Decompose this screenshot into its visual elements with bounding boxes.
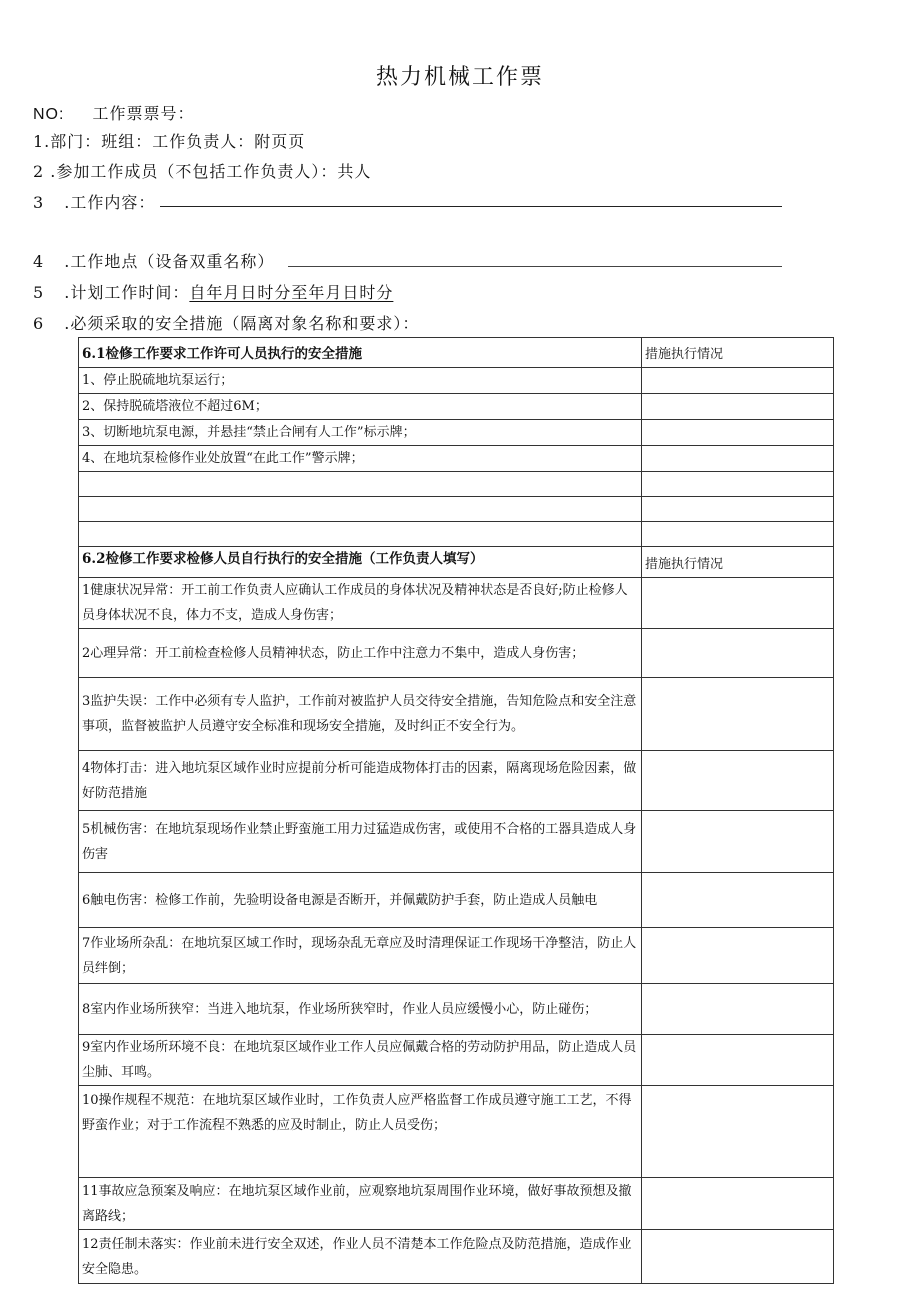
- measure-status-cell[interactable]: [642, 678, 834, 751]
- measure-text: 3监护失误：工作中必须有专人监护，工作前对被监护人员交待安全措施，告知危险点和安全注意事项，监督被监护人员遵守安全标准和现场安全措施，及时纠正不安全行为。: [79, 678, 642, 751]
- measure-text: 4物体打击：进入地坑泵区域作业时应提前分析可能造成物体打击的因素，隔离现场危险因素，做好防范措施: [79, 751, 642, 811]
- table-row: [79, 1230, 834, 1284]
- section2-status-header: 措施执行情况: [642, 547, 834, 578]
- table-row: [79, 1035, 834, 1086]
- table-row: [79, 678, 834, 751]
- work-location-line: [33, 249, 274, 272]
- ticket-number-label: 工作票票号：: [92, 104, 195, 123]
- work-location-label: .工作地点（设备双重名称）: [64, 252, 275, 271]
- measure-text: 2、保持脱硫塔液位不超过6M；: [79, 394, 642, 420]
- measure-text: 5机械伤害：在地坑泵现场作业禁止野蛮施工用力过猛造成伤害，或使用不合格的工器具造成人身伤害: [79, 811, 642, 873]
- measure-text: 6触电伤害：检修工作前，先验明设备电源是否断开，并佩戴防护手套，防止造成人员触电: [79, 873, 642, 928]
- measure-status-cell[interactable]: [642, 578, 834, 629]
- measure-status-cell[interactable]: [642, 522, 834, 547]
- measure-text: 8室内作业场所狭窄：当进入地坑泵，作业场所狭窄时，作业人员应缓慢小心，防止碰伤；: [79, 984, 642, 1035]
- measure-status-cell[interactable]: [642, 1230, 834, 1284]
- department-line: 1.部门：班组：工作负责人：附页页: [33, 132, 306, 151]
- measure-status-cell[interactable]: [642, 420, 834, 446]
- measure-status-cell[interactable]: [642, 928, 834, 984]
- measure-status-cell[interactable]: [642, 497, 834, 522]
- section2-header: 6.2检修工作要求检修人员自行执行的安全措施（工作负责人填写）: [79, 547, 642, 578]
- measure-text: 2心理异常：开工前检查检修人员精神状态，防止工作中注意力不集中，造成人身伤害；: [79, 629, 642, 678]
- measure-status-cell[interactable]: [642, 1086, 834, 1178]
- work-location-num: 4: [33, 252, 45, 271]
- section1-header-row: [79, 338, 834, 368]
- table-row: [79, 394, 834, 420]
- safety-measures-num: 6: [33, 314, 45, 333]
- work-content-field[interactable]: [160, 206, 782, 207]
- planned-time-num: 5: [33, 283, 45, 302]
- safety-measures-label: .必须采取的安全措施（隔离对象名称和要求）：: [64, 314, 420, 333]
- table-row: [79, 928, 834, 984]
- ticket-number-row: [33, 101, 195, 124]
- table-row: [79, 1178, 834, 1230]
- table-row: [79, 751, 834, 811]
- table-row: [79, 446, 834, 472]
- measure-status-cell[interactable]: [642, 1178, 834, 1230]
- measure-text: 9室内作业场所环境不良：在地坑泵区域作业工作人员应佩戴合格的劳动防护用品，防止造成人员尘肺、耳鸣。: [79, 1035, 642, 1086]
- measure-status-cell[interactable]: [642, 368, 834, 394]
- measure-text: 10操作规程不规范：在地坑泵区域作业时，工作负责人应严格监督工作成员遵守施工工艺，不得野蛮作业；对于工作流程不熟悉的应及时制止，防止人员受伤；: [79, 1086, 642, 1178]
- table-row: [79, 368, 834, 394]
- table-row: [79, 578, 834, 629]
- measure-status-cell[interactable]: [642, 811, 834, 873]
- no-label: NO:: [33, 106, 65, 123]
- measure-status-cell[interactable]: [642, 751, 834, 811]
- empty-row: [79, 497, 834, 522]
- section1-header: 6.1检修工作要求工作许可人员执行的安全措施: [79, 338, 642, 368]
- table-row: [79, 420, 834, 446]
- measure-text: 4、在地坑泵检修作业处放置“在此工作”警示牌；: [79, 446, 642, 472]
- measure-status-cell[interactable]: [642, 446, 834, 472]
- measure-status-cell[interactable]: [642, 873, 834, 928]
- work-content-label: .工作内容：: [64, 193, 156, 212]
- work-content-line: [33, 190, 155, 213]
- planned-time-line: [33, 280, 393, 303]
- planned-time-value[interactable]: 自年月日时分至年月日时分: [189, 283, 394, 302]
- empty-row: [79, 522, 834, 547]
- section2-header-row: [79, 547, 834, 578]
- work-location-field[interactable]: [288, 266, 782, 267]
- page-title: 热力机械工作票: [375, 65, 544, 90]
- members-line: 2 .参加工作成员（不包括工作负责人）：共人: [33, 162, 372, 181]
- measure-text: 7作业场所杂乱：在地坑泵区域工作时，现场杂乱无章应及时清理保证工作现场干净整洁，防止人员绊倒；: [79, 928, 642, 984]
- table-row: [79, 629, 834, 678]
- measure-text: 12责任制未落实：作业前未进行安全双述，作业人员不清楚本工作危险点及防范措施，造成作业安全隐患。: [79, 1230, 642, 1284]
- table-row: [79, 984, 834, 1035]
- table-row: [79, 873, 834, 928]
- empty-row: [79, 472, 834, 497]
- measure-status-cell[interactable]: [642, 629, 834, 678]
- safety-measures-line: [33, 311, 419, 334]
- safety-measures-table: [78, 337, 834, 1284]
- table-row: [79, 811, 834, 873]
- measure-status-cell[interactable]: [642, 394, 834, 420]
- empty-measure-cell[interactable]: [79, 472, 642, 497]
- measure-text: 1健康状况异常：开工前工作负责人应确认工作成员的身体状况及精神状态是否良好;防止检修人员身体状况不良，体力不支，造成人身伤害；: [79, 578, 642, 629]
- measure-text: 3、切断地坑泵电源，并悬挂“禁止合闸有人工作”标示牌；: [79, 420, 642, 446]
- empty-measure-cell[interactable]: [79, 522, 642, 547]
- measure-status-cell[interactable]: [642, 472, 834, 497]
- empty-measure-cell[interactable]: [79, 497, 642, 522]
- work-content-num: 3: [33, 193, 45, 212]
- measure-status-cell[interactable]: [642, 1035, 834, 1086]
- planned-time-label: .计划工作时间：: [64, 283, 190, 302]
- table-row: [79, 1086, 834, 1178]
- section1-status-header: 措施执行情况: [642, 338, 834, 368]
- measure-text: 11事故应急预案及响应：在地坑泵区域作业前，应观察地坑泵周围作业环境，做好事故预想及撤离路线；: [79, 1178, 642, 1230]
- measure-text: 1、停止脱硫地坑泵运行；: [79, 368, 642, 394]
- measure-status-cell[interactable]: [642, 984, 834, 1035]
